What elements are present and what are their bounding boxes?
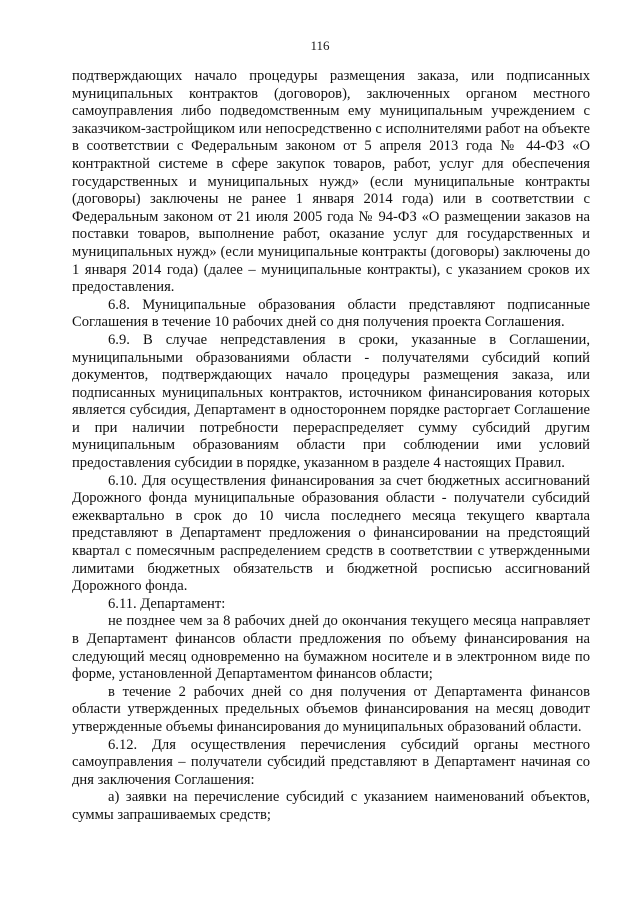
paragraph-6-10: 6.10. Для осуществления финансирования за счет бюджетных ассигнований Дорожного фонда муниципальные образования области - получатели субсидий ежеквартально в срок до 10 числа последнего месяца текущего квартала представляют в Департамент предложения о финансировании на предстоящий квартал с помесячным распределением средств в соответствии с утвержденными лимитами бюджетных обязательств и бюджетной росписью ассигнований Дорожного фонда. — [72, 472, 590, 595]
paragraph-6-12-item-a: а) заявки на перечисление субсидий с указанием наименований объектов, суммы запрашиваемых средств; — [72, 789, 590, 823]
paragraph-6-8: 6.8. Муниципальные образования области представляют подписанные Соглашения в течение 10 рабочих дней со дня получения проекта Соглашения. — [72, 296, 590, 331]
paragraph-6-11-item-2: в течение 2 рабочих дней со дня получения от Департамента финансов области утвержденных предельных объемов финансирования на месяц доводит утвержденные объемы финансирования до муниципальных образований области. — [72, 683, 590, 735]
paragraph-6-9: 6.9. В случае непредставления в сроки, указанные в Соглашении, муниципальными образованиями области - получателями субсидий копий документов, подтверждающих начало процедуры размещения заказа, или подписанных муниципальных контрактов, источником финансирования которых является субсидия, Департамент в одностороннем порядке расторгает Соглашение и при наличии потребности перераспределяет сумму субсидий другим муниципальным образованиям области при соблюдении ими условий предоставления субсидии в порядке, указанном в разделе 4 настоящих Правил. — [72, 331, 590, 472]
paragraph-6-12: 6.12. Для осуществления перечисления субсидий органы местного самоуправления – получатели субсидий представляют в Департамент начиная со дня заключения Соглашения: — [72, 736, 590, 788]
paragraph-6-11-item-1: не позднее чем за 8 рабочих дней до окончания текущего месяца направляет в Департамент финансов области предложения по объему финансирования на следующий месяц одновременно на бумажном носителе и в электронном виде по форме, установленной Департаментом финансов области; — [72, 613, 590, 683]
paragraph-continuation: подтверждающих начало процедуры размещения заказа, или подписанных муниципальных контрактов (договоров), заключенных органом местного самоуправления либо подведомственным ему муниципальным учреждением с заказчиком-застройщиком или непосредственно с исполнителями работ на объекте в соответствии с Федеральным законом от 5 апреля 2013 года № 44-ФЗ «О контрактной системе в сфере закупок товаров, работ, услуг для обеспечения государственных и муниципальных нужд» (если муниципальные контракты (договоры) заключены не ранее 1 января 2014 года) или в соответствии с Федеральным законом от 21 июля 2005 года № 94-ФЗ «О размещении заказов на поставки товаров, выполнение работ, оказание услуг для государственных и муниципальных нужд» (если муниципальные контракты (договоры) заключены до 1 января 2014 года) (далее – муниципальные контракты), с указанием сроков их предоставления. — [72, 68, 590, 296]
page-number: 116 — [310, 38, 330, 53]
paragraph-6-11-heading: 6.11. Департамент: — [108, 595, 226, 612]
document-body — [72, 68, 590, 825]
